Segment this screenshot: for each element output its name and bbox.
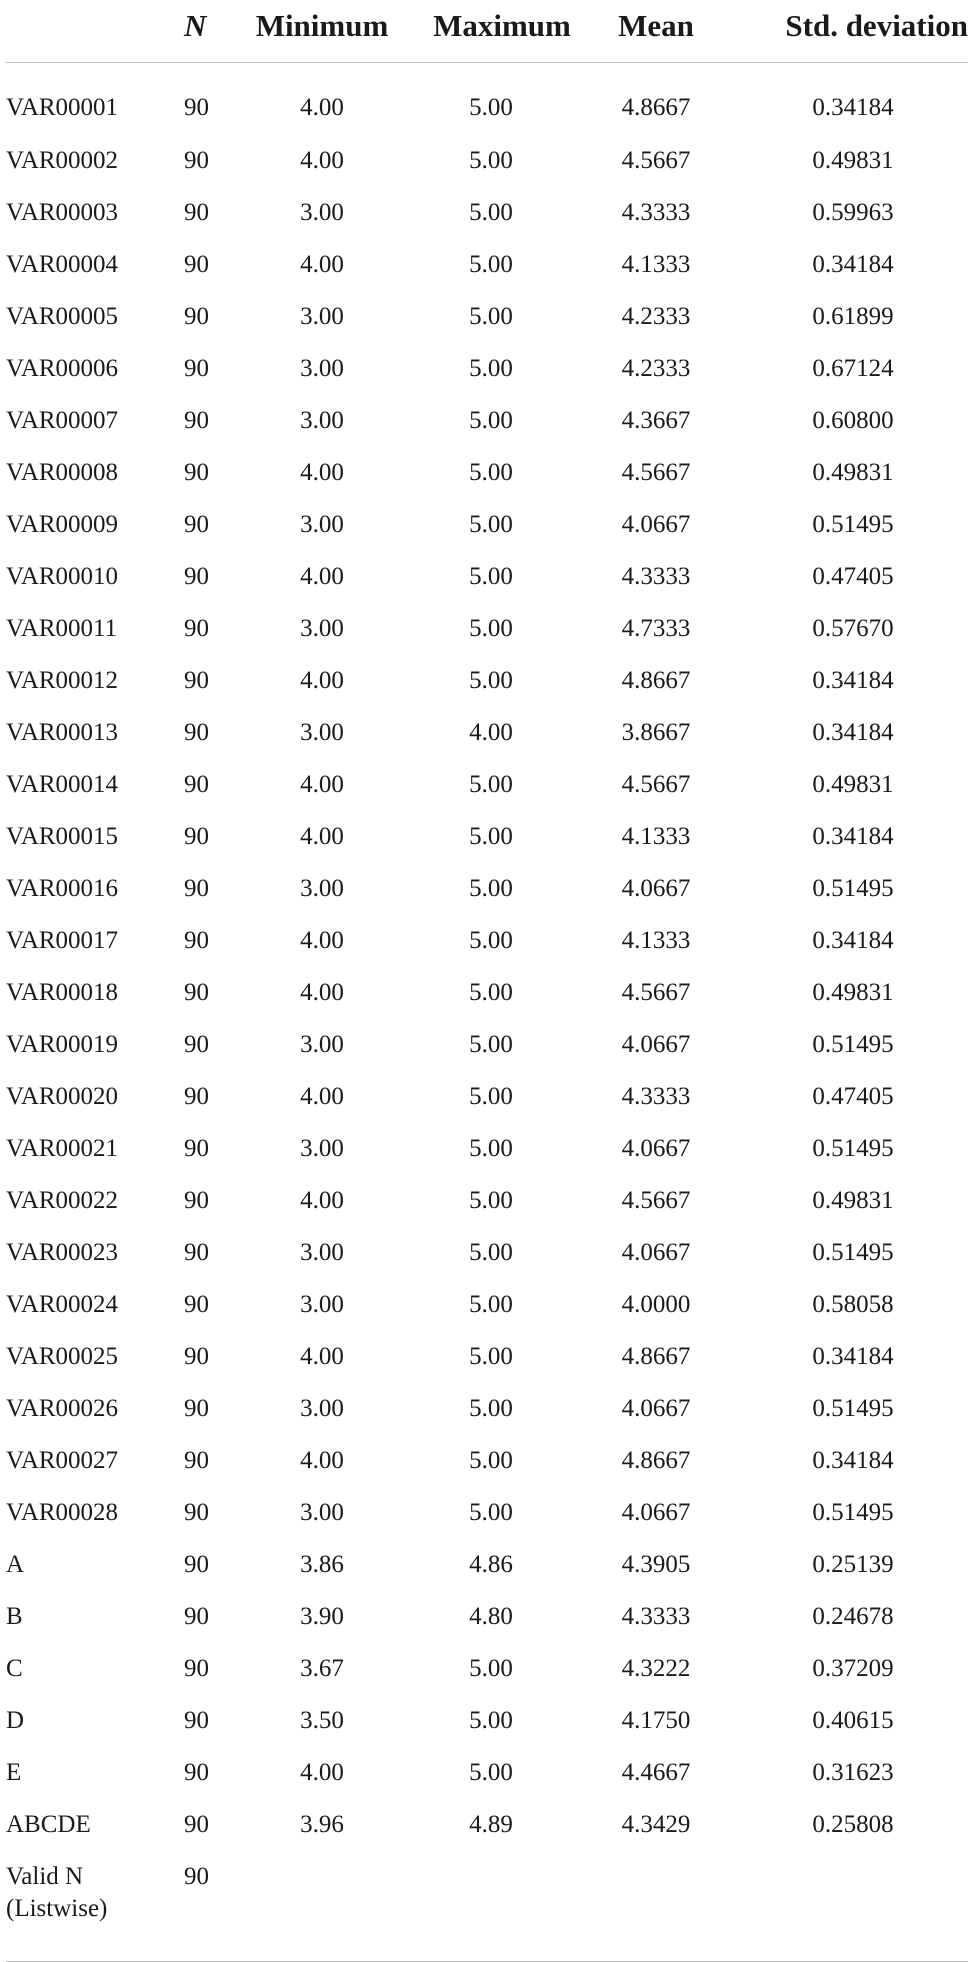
cell-std-deviation: 0.60800 [812, 407, 894, 434]
cell-maximum: 5.00 [469, 1135, 513, 1162]
cell-variable: VAR00002 [6, 147, 119, 174]
cell-mean: 4.0000 [621, 1291, 691, 1318]
cell-std-deviation: 0.51495 [812, 1031, 894, 1058]
cell-maximum: 5.00 [469, 979, 513, 1006]
cell-n: 90 [184, 771, 209, 798]
cell-n: 90 [184, 875, 209, 902]
cell-mean: 4.3667 [621, 407, 691, 434]
cell-mean: 4.8667 [621, 1343, 691, 1370]
cell-variable: VAR00007 [6, 407, 119, 434]
cell-variable: VAR00018 [6, 979, 119, 1006]
cell-minimum: 4.00 [300, 94, 344, 121]
cell-std-deviation: 0.51495 [812, 1135, 894, 1162]
table-row [6, 1279, 968, 1331]
table-row [6, 187, 968, 239]
cell-n: 90 [184, 1395, 209, 1422]
cell-minimum: 4.00 [300, 667, 344, 694]
header-variable [6, 0, 176, 63]
cell-std-deviation: 0.31623 [812, 1759, 894, 1786]
cell-variable: VAR00011 [6, 615, 118, 642]
cell-minimum: 3.00 [300, 1291, 344, 1318]
header-maximum: Maximum [412, 0, 592, 63]
cell-n: 90 [184, 251, 209, 278]
table-header [6, 0, 968, 63]
cell-mean: 4.5667 [621, 1187, 691, 1214]
table-row [6, 655, 968, 707]
cell-mean: 4.5667 [621, 771, 691, 798]
cell-std-deviation: 0.51495 [812, 1395, 894, 1422]
cell-maximum: 5.00 [469, 563, 513, 590]
cell-std-deviation: 0.34184 [812, 94, 894, 121]
table-row [6, 1487, 968, 1539]
cell-minimum: 3.90 [300, 1603, 344, 1630]
cell-variable: VAR00023 [6, 1239, 119, 1266]
cell-n: 90 [184, 1811, 209, 1838]
cell-mean: 4.3333 [621, 199, 691, 226]
cell-minimum: 3.00 [300, 875, 344, 902]
cell-variable: VAR00024 [6, 1291, 119, 1318]
cell-std-deviation: 0.34184 [812, 823, 894, 850]
cell-n: 90 [184, 823, 209, 850]
cell-std-deviation: 0.49831 [812, 147, 894, 174]
cell-maximum: 5.00 [469, 1291, 513, 1318]
cell-maximum: 5.00 [469, 1031, 513, 1058]
cell-std-deviation: 0.47405 [812, 1083, 894, 1110]
table-row-valid-n [6, 1851, 968, 1962]
cell-maximum: 4.00 [469, 719, 513, 746]
table-row [6, 915, 968, 967]
table-row [6, 1799, 968, 1851]
cell-mean: 4.0667 [621, 875, 691, 902]
cell-variable: ABCDE [6, 1811, 91, 1838]
cell-variable: E [6, 1759, 22, 1786]
cell-std-deviation: 0.34184 [812, 1447, 894, 1474]
cell-std-deviation: 0.47405 [812, 563, 894, 590]
cell-minimum: 4.00 [300, 563, 344, 590]
table-row [6, 239, 968, 291]
cell-std-deviation: 0.34184 [812, 927, 894, 954]
cell-variable: VAR00012 [6, 667, 119, 694]
cell-maximum: 5.00 [469, 1447, 513, 1474]
table-row [6, 759, 968, 811]
cell-variable: VAR00003 [6, 199, 119, 226]
cell-variable: VAR00028 [6, 1499, 119, 1526]
cell-variable: B [6, 1603, 23, 1630]
cell-minimum: 4.00 [300, 927, 344, 954]
cell-n: 90 [184, 1655, 209, 1682]
cell-maximum: 5.00 [469, 823, 513, 850]
cell-minimum: 3.00 [300, 1499, 344, 1526]
cell-minimum: 3.00 [300, 615, 344, 642]
table-row [6, 343, 968, 395]
cell-maximum: 5.00 [469, 1343, 513, 1370]
cell-variable: VAR00019 [6, 1031, 119, 1058]
cell-maximum [412, 1851, 592, 1962]
cell-maximum: 5.00 [469, 771, 513, 798]
cell-mean: 4.0667 [621, 1031, 691, 1058]
cell-std-deviation: 0.49831 [812, 1187, 894, 1214]
cell-mean: 4.8667 [621, 94, 691, 121]
header-n: N [176, 0, 232, 63]
table-row [6, 63, 968, 136]
cell-maximum: 5.00 [469, 199, 513, 226]
cell-n: 90 [184, 1603, 209, 1630]
cell-maximum: 5.00 [469, 1707, 513, 1734]
table-row [6, 1071, 968, 1123]
cell-n: 90 [176, 1851, 232, 1962]
cell-variable: VAR00008 [6, 459, 119, 486]
cell-variable: VAR00014 [6, 771, 119, 798]
cell-maximum: 5.00 [469, 459, 513, 486]
cell-n: 90 [184, 1499, 209, 1526]
cell-std-deviation: 0.49831 [812, 459, 894, 486]
cell-maximum: 5.00 [469, 1655, 513, 1682]
cell-mean: 4.5667 [621, 459, 691, 486]
cell-variable: VAR00016 [6, 875, 119, 902]
cell-n: 90 [184, 1707, 209, 1734]
cell-maximum: 5.00 [469, 875, 513, 902]
header-mean: Mean [592, 0, 720, 63]
cell-n: 90 [184, 927, 209, 954]
cell-minimum: 4.00 [300, 1447, 344, 1474]
table-row [6, 1331, 968, 1383]
table-row [6, 1591, 968, 1643]
listwise-label: (Listwise) [6, 1895, 108, 1922]
cell-std-deviation: 0.25139 [812, 1551, 894, 1578]
cell-mean: 4.3333 [621, 1083, 691, 1110]
table-row [6, 1383, 968, 1435]
cell-maximum: 5.00 [469, 511, 513, 538]
cell-variable: VAR00026 [6, 1395, 119, 1422]
cell-mean: 4.1333 [621, 251, 691, 278]
cell-variable: D [6, 1707, 25, 1734]
cell-mean: 3.8667 [621, 719, 691, 746]
cell-minimum: 4.00 [300, 147, 344, 174]
cell-mean: 4.5667 [621, 979, 691, 1006]
cell-mean: 4.4667 [621, 1759, 691, 1786]
cell-n: 90 [184, 615, 209, 642]
table-row [6, 1643, 968, 1695]
cell-std-deviation: 0.25808 [812, 1811, 894, 1838]
cell-mean: 4.3429 [621, 1811, 691, 1838]
cell-maximum: 5.00 [469, 1759, 513, 1786]
cell-maximum: 5.00 [469, 147, 513, 174]
table-body [6, 63, 968, 1962]
cell-mean: 4.8667 [621, 1447, 691, 1474]
cell-n: 90 [184, 1135, 209, 1162]
cell-variable: VAR00010 [6, 563, 119, 590]
cell-mean: 4.0667 [621, 511, 691, 538]
cell-minimum: 3.00 [300, 1395, 344, 1422]
cell-maximum: 5.00 [469, 407, 513, 434]
cell-maximum: 5.00 [469, 355, 513, 382]
cell-n: 90 [184, 1239, 209, 1266]
cell-minimum: 4.00 [300, 979, 344, 1006]
cell-minimum: 3.00 [300, 355, 344, 382]
header-row [6, 0, 968, 63]
cell-mean: 4.8667 [621, 667, 691, 694]
cell-maximum: 5.00 [469, 1187, 513, 1214]
cell-std-deviation: 0.40615 [812, 1707, 894, 1734]
cell-minimum: 4.00 [300, 251, 344, 278]
table-row [6, 1695, 968, 1747]
cell-mean: 4.0667 [621, 1499, 691, 1526]
cell-n: 90 [184, 1551, 209, 1578]
cell-maximum: 5.00 [469, 1083, 513, 1110]
cell-mean: 4.3222 [621, 1655, 691, 1682]
table-row [6, 551, 968, 603]
cell-minimum: 3.00 [300, 1135, 344, 1162]
cell-std-deviation: 0.37209 [812, 1655, 894, 1682]
table-row [6, 395, 968, 447]
cell-std-deviation [720, 1851, 968, 1962]
cell-mean: 4.1750 [621, 1707, 691, 1734]
cell-n: 90 [184, 563, 209, 590]
cell-minimum: 3.86 [300, 1551, 344, 1578]
cell-minimum: 4.00 [300, 823, 344, 850]
cell-variable: VAR00017 [6, 927, 119, 954]
cell-maximum: 5.00 [469, 303, 513, 330]
table-row [6, 811, 968, 863]
cell-variable: A [6, 1551, 25, 1578]
table-row [6, 707, 968, 759]
header-std-deviation: Std. deviation [720, 0, 968, 63]
cell-variable: VAR00006 [6, 355, 119, 382]
cell-std-deviation: 0.34184 [812, 1343, 894, 1370]
cell-std-deviation: 0.49831 [812, 979, 894, 1006]
cell-mean: 4.0667 [621, 1395, 691, 1422]
cell-mean: 4.3333 [621, 1603, 691, 1630]
table-row [6, 447, 968, 499]
cell-std-deviation: 0.59963 [812, 199, 894, 226]
cell-mean: 4.0667 [621, 1239, 691, 1266]
cell-minimum: 4.00 [300, 1187, 344, 1214]
table-row [6, 1019, 968, 1071]
cell-std-deviation: 0.49831 [812, 771, 894, 798]
cell-std-deviation: 0.57670 [812, 615, 894, 642]
cell-maximum: 4.80 [469, 1603, 513, 1630]
cell-minimum: 3.00 [300, 1239, 344, 1266]
cell-variable: VAR00015 [6, 823, 119, 850]
cell-n: 90 [184, 94, 209, 121]
cell-std-deviation: 0.24678 [812, 1603, 894, 1630]
cell-maximum: 5.00 [469, 615, 513, 642]
cell-std-deviation: 0.51495 [812, 875, 894, 902]
cell-variable: VAR00004 [6, 251, 119, 278]
cell-std-deviation: 0.34184 [812, 667, 894, 694]
cell-n: 90 [184, 459, 209, 486]
table-row [6, 1123, 968, 1175]
cell-maximum: 5.00 [469, 1395, 513, 1422]
cell-minimum: 3.00 [300, 1031, 344, 1058]
cell-minimum: 3.67 [300, 1655, 344, 1682]
cell-n: 90 [184, 1759, 209, 1786]
table-row [6, 1435, 968, 1487]
cell-variable: VAR00001 [6, 94, 119, 121]
table-row [6, 499, 968, 551]
cell-mean [592, 1851, 720, 1962]
cell-variable: VAR00022 [6, 1187, 119, 1214]
cell-std-deviation: 0.51495 [812, 1499, 894, 1526]
cell-mean: 4.7333 [621, 615, 691, 642]
cell-mean: 4.0667 [621, 1135, 691, 1162]
cell-n: 90 [184, 719, 209, 746]
cell-n: 90 [184, 979, 209, 1006]
cell-minimum: 3.50 [300, 1707, 344, 1734]
cell-minimum: 3.00 [300, 511, 344, 538]
cell-minimum: 4.00 [300, 771, 344, 798]
cell-minimum [232, 1851, 412, 1962]
cell-n: 90 [184, 1291, 209, 1318]
cell-n: 90 [184, 1083, 209, 1110]
table-row [6, 603, 968, 655]
cell-variable: VAR00009 [6, 511, 119, 538]
cell-maximum: 4.89 [469, 1811, 513, 1838]
cell-n: 90 [184, 1187, 209, 1214]
cell-maximum: 5.00 [469, 251, 513, 278]
cell-variable: C [6, 1655, 23, 1682]
cell-std-deviation: 0.34184 [812, 251, 894, 278]
cell-variable: VAR00020 [6, 1083, 119, 1110]
cell-n: 90 [184, 199, 209, 226]
cell-minimum: 4.00 [300, 1759, 344, 1786]
cell-mean: 4.2333 [621, 355, 691, 382]
table-row [6, 863, 968, 915]
cell-minimum: 4.00 [300, 1083, 344, 1110]
cell-n: 90 [184, 1031, 209, 1058]
descriptive-statistics-table [6, 0, 968, 1962]
cell-mean: 4.5667 [621, 147, 691, 174]
header-minimum: Minimum [232, 0, 412, 63]
cell-variable: VAR00005 [6, 303, 119, 330]
cell-mean: 4.3333 [621, 563, 691, 590]
cell-variable: VAR00013 [6, 719, 119, 746]
cell-mean: 4.1333 [621, 927, 691, 954]
table-row [6, 291, 968, 343]
cell-n: 90 [184, 303, 209, 330]
cell-n: 90 [184, 667, 209, 694]
cell-std-deviation: 0.58058 [812, 1291, 894, 1318]
cell-std-deviation: 0.51495 [812, 1239, 894, 1266]
cell-minimum: 3.00 [300, 303, 344, 330]
table-row [6, 1175, 968, 1227]
cell-std-deviation: 0.67124 [812, 355, 894, 382]
cell-minimum: 4.00 [300, 1343, 344, 1370]
cell-maximum: 5.00 [469, 1499, 513, 1526]
cell-variable: VAR00027 [6, 1447, 119, 1474]
table-row [6, 1227, 968, 1279]
cell-variable: VAR00021 [6, 1135, 119, 1162]
cell-std-deviation: 0.61899 [812, 303, 894, 330]
cell-n: 90 [184, 511, 209, 538]
cell-mean: 4.1333 [621, 823, 691, 850]
cell-maximum: 5.00 [469, 1239, 513, 1266]
cell-minimum: 3.00 [300, 719, 344, 746]
cell-variable [6, 1851, 176, 1962]
cell-std-deviation: 0.34184 [812, 719, 894, 746]
cell-n: 90 [184, 355, 209, 382]
table-row [6, 135, 968, 187]
cell-n: 90 [184, 147, 209, 174]
cell-std-deviation: 0.51495 [812, 511, 894, 538]
table-row [6, 967, 968, 1019]
valid-n-label: Valid N [6, 1863, 84, 1890]
cell-maximum: 5.00 [469, 927, 513, 954]
cell-n: 90 [184, 1343, 209, 1370]
cell-mean: 4.2333 [621, 303, 691, 330]
cell-minimum: 3.00 [300, 407, 344, 434]
cell-minimum: 3.96 [300, 1811, 344, 1838]
cell-maximum: 4.86 [469, 1551, 513, 1578]
table-row [6, 1747, 968, 1799]
cell-mean: 4.3905 [621, 1551, 691, 1578]
table-row [6, 1539, 968, 1591]
cell-maximum: 5.00 [469, 667, 513, 694]
cell-n: 90 [184, 1447, 209, 1474]
cell-minimum: 3.00 [300, 199, 344, 226]
cell-variable: VAR00025 [6, 1343, 119, 1370]
cell-maximum: 5.00 [469, 94, 513, 121]
cell-minimum: 4.00 [300, 459, 344, 486]
cell-n: 90 [184, 407, 209, 434]
